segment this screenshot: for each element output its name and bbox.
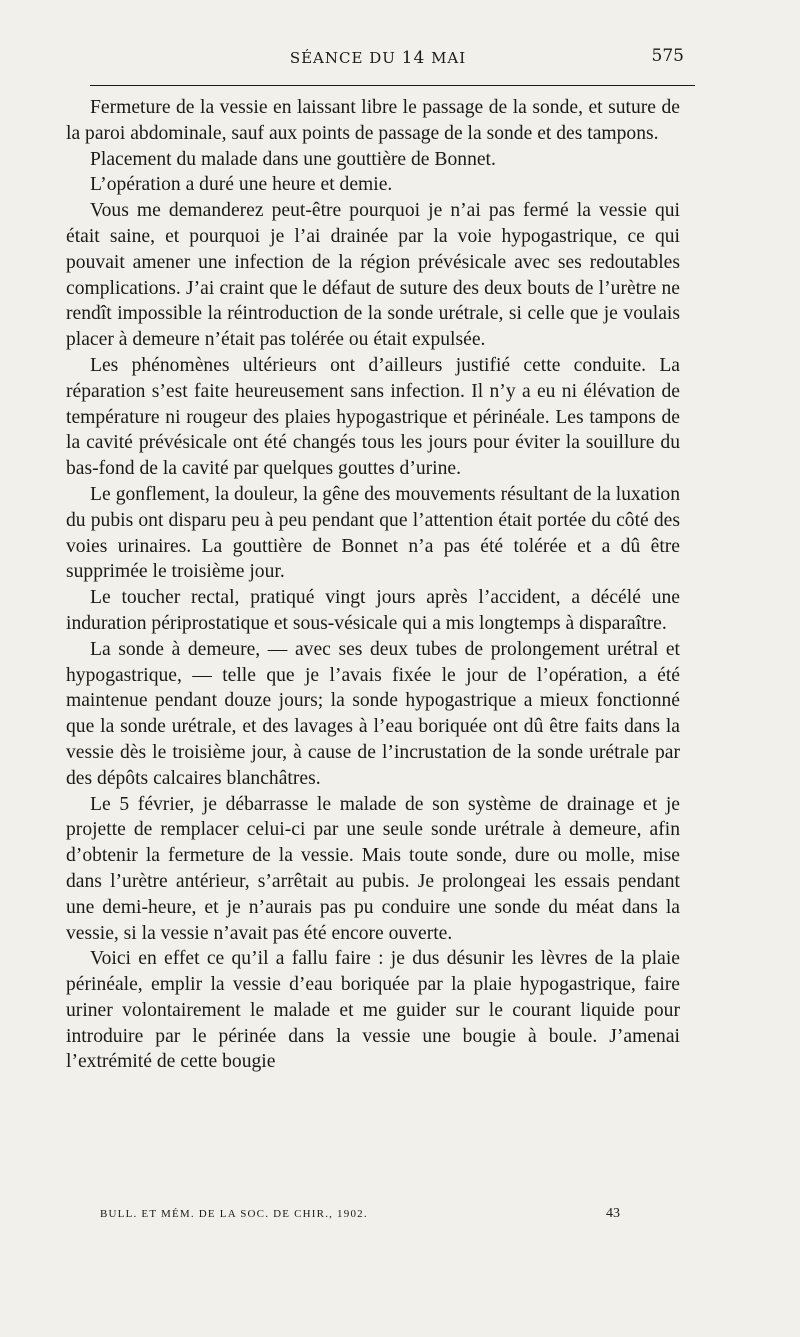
running-header [68,44,688,72]
header-title [68,48,688,68]
header-rule [90,85,695,86]
paragraph: Le toucher rectal, pratiqué vingt jours après l’accident, a décélé une induration périprostatique et sous-vésicale qui a mis longtemps à disparaître. [66,587,680,634]
paragraph: Le 5 février, je débarrasse le malade de son système de drainage et je projette de remplacer celui-ci par une seule sonde urétrale à demeure, afin d’obtenir la fermeture de la vessie. Mais toute sonde, dure ou molle, mise dans l’urètre antérieur, s’arrêtait au pubis. Je prolongeai les essais pendant une demi-heure, et je n’aurais pas pu conduire une sonde du méat dans la vessie, si la vessie n’avait pas été encore ouverte. [66,793,680,944]
header-title-suffix: MAI [431,49,467,67]
body-text [66,95,680,1075]
header-title-number: 14 [401,48,426,68]
paragraph: Voici en effet ce qu’il a fallu faire : je dus désunir les lèvres de la plaie périnéale, emplir la vessie d’eau boriquée par la plaie hypogastrique, faire uriner volontairement le malade et me guider sur le courant liquide pour introduire par le périnée dans la vessie une bougie à boule. J’amenai l’extrémité de cette bougie [66,948,680,1073]
paragraph: Le gonflement, la douleur, la gêne des mouvements résultant de la luxation du pubis ont disparu peu à peu pendant que l’attention était portée du côté des voies urinaires. La gouttière de Bonnet n’a pas été tolérée et a dû être supprimée le troisième jour. [66,483,680,583]
paragraph: L’opération a duré une heure et demie. [90,174,393,196]
paragraph: Placement du malade dans une gouttière de Bonnet. [90,148,496,170]
header-title-prefix: SÉANCE DU [289,49,396,67]
footer-citation: BULL. ET MÉM. DE LA SOC. DE CHIR., 1902. [100,1208,368,1220]
paragraph: Les phénomènes ultérieurs ont d’ailleurs justifié cette conduite. La réparation s’est faite heureusement sans infection. Il n’y a eu ni élévation de température ni rougeur des plaies hypogastrique et périnéale. Les tampons de la cavité prévésicale ont été changés tous les jours pour éviter la souillure du bas-fond de la cavité par quelques gouttes d’urine. [66,354,680,480]
paragraph: La sonde à demeure, — avec ses deux tubes de prolongement urétral et hypogastrique, — telle que je l’avais fixée le jour de l’opération, a été maintenue pendant douze jours; la sonde hypogastrique a mieux fonctionné que la sonde urétrale, et des lavages à l’eau boriquée ont dû être faits dans la vessie dès le troisième jour, à cause de l’incrustation de la sonde urétrale par des dépôts calcaires blanchâtres. [66,638,680,789]
paragraph: Vous me demanderez peut-être pourquoi je n’ai pas fermé la vessie qui était saine, et pourquoi je l’ai drainée par la voie hypogastrique, ce qui pouvait amener une infection de la région prévésicale avec ses redoutables complications. J’ai craint que le défaut de suture des deux bouts de l’urètre ne rendît impossible la réintroduction de la sonde urétrale, si celle que je voulais placer à demeure n’était pas tolérée ou était expulsée. [66,200,680,351]
signature-mark: 43 [606,1206,620,1221]
page-number: 575 [651,46,684,66]
footer [100,1208,620,1230]
paragraph: Fermeture de la vessie en laissant libre le passage de la sonde, et suture de la paroi abdominale, sauf aux points de passage de la sonde et des tampons. [66,97,680,144]
